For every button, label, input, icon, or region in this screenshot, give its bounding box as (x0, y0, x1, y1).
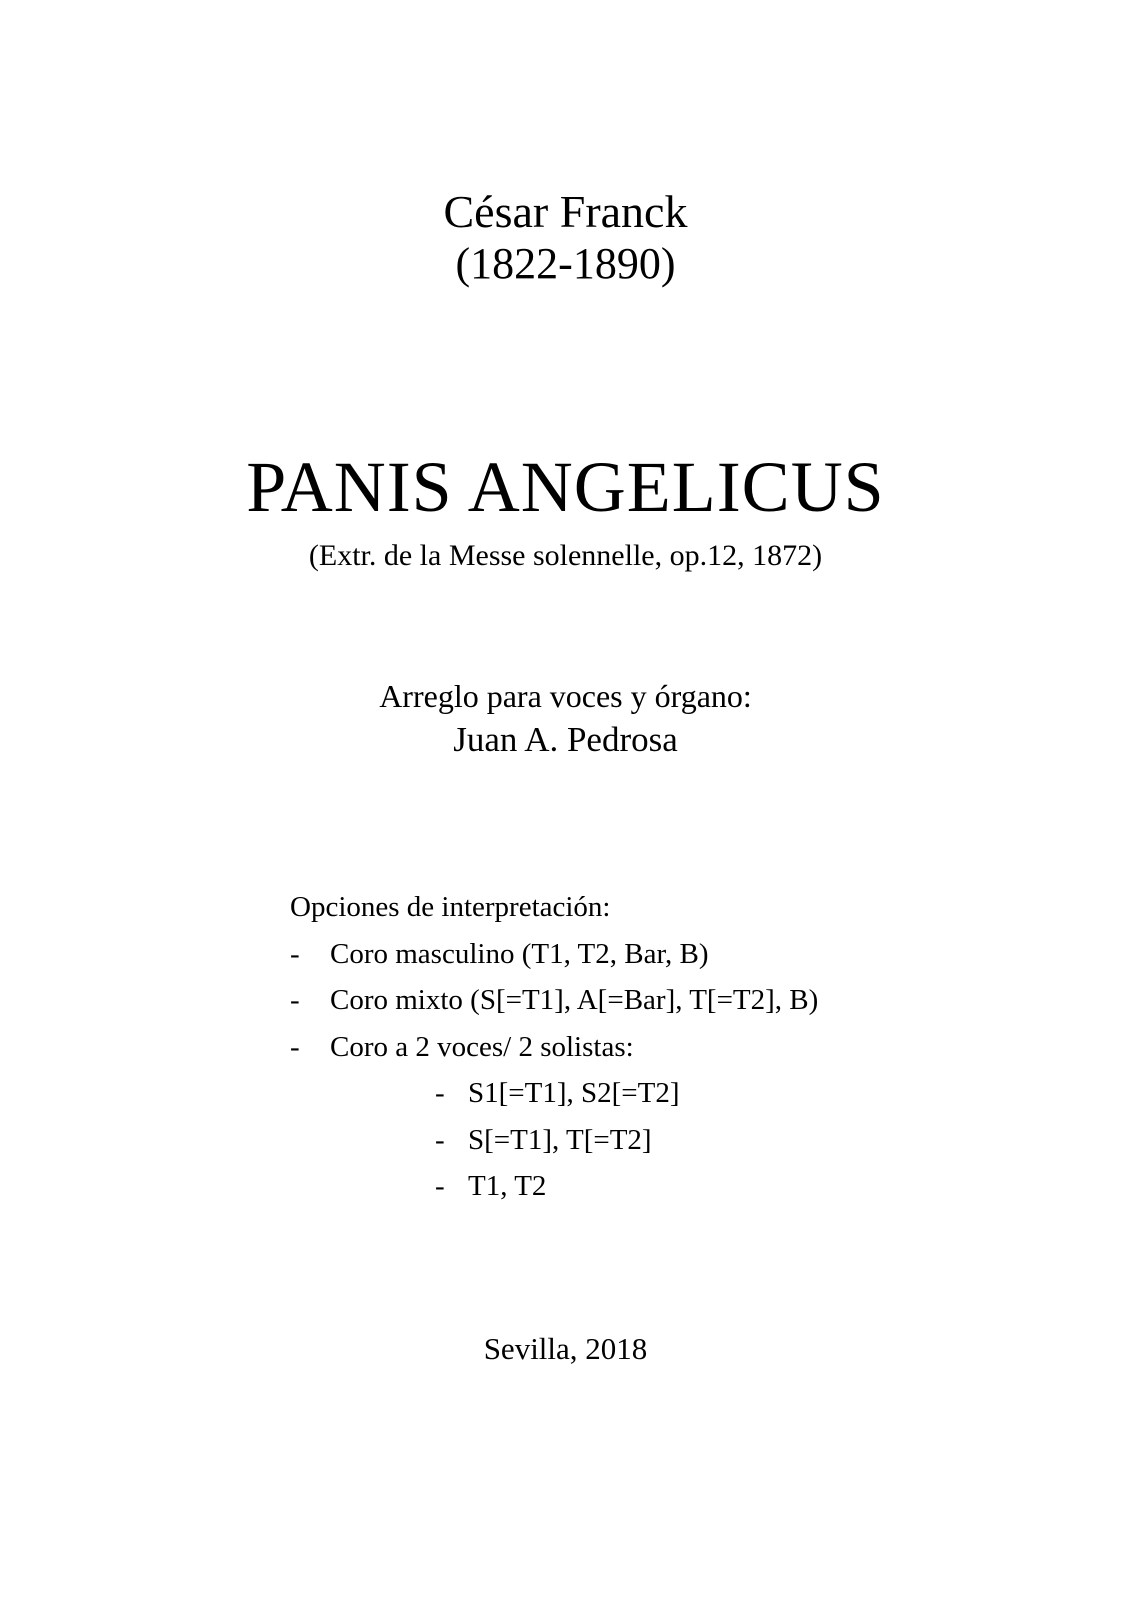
sub-option-item-label: T1, T2 (468, 1170, 547, 1202)
sub-option-item (290, 1117, 818, 1164)
composer-dates: (1822-1890) (455, 239, 676, 288)
arranger-name: Juan A. Pedrosa (453, 720, 678, 759)
options-block (290, 884, 818, 1210)
option-item (290, 977, 818, 1024)
sub-option-item (290, 1070, 818, 1117)
option-item (290, 1024, 818, 1071)
dash-bullet: - (435, 1170, 445, 1202)
footer-block (0, 1330, 1131, 1368)
dash-bullet: - (290, 1030, 300, 1063)
sub-option-item-label: S[=T1], T[=T2] (468, 1123, 652, 1156)
option-item-label: Coro masculino (T1, T2, Bar, B) (330, 937, 709, 970)
dash-bullet: - (435, 1123, 445, 1156)
work-subtitle: (Extr. de la Messe solennelle, op.12, 1872) (308, 539, 823, 572)
work-title: PANIS ANGELICUS (246, 447, 885, 527)
composer-name: César Franck (443, 186, 688, 237)
options-heading: Opciones de interpretación: (290, 891, 611, 923)
option-item-label: Coro mixto (S[=T1], A[=Bar], T[=T2], B) (330, 984, 819, 1016)
composer-block (0, 186, 1131, 290)
title-block (0, 448, 1131, 574)
dash-bullet: - (290, 937, 300, 970)
option-item (290, 931, 818, 978)
dash-bullet: - (435, 1077, 445, 1109)
sub-option-item-label: S1[=T1], S2[=T2] (468, 1077, 680, 1109)
dash-bullet: - (290, 984, 300, 1016)
option-item-label: Coro a 2 voces/ 2 solistas: (330, 1030, 634, 1063)
arranger-block (0, 676, 1131, 764)
arrangement-label: Arreglo para voces y órgano: (379, 678, 752, 714)
sub-option-item (290, 1163, 818, 1210)
footer-place-year: Sevilla, 2018 (483, 1331, 648, 1366)
